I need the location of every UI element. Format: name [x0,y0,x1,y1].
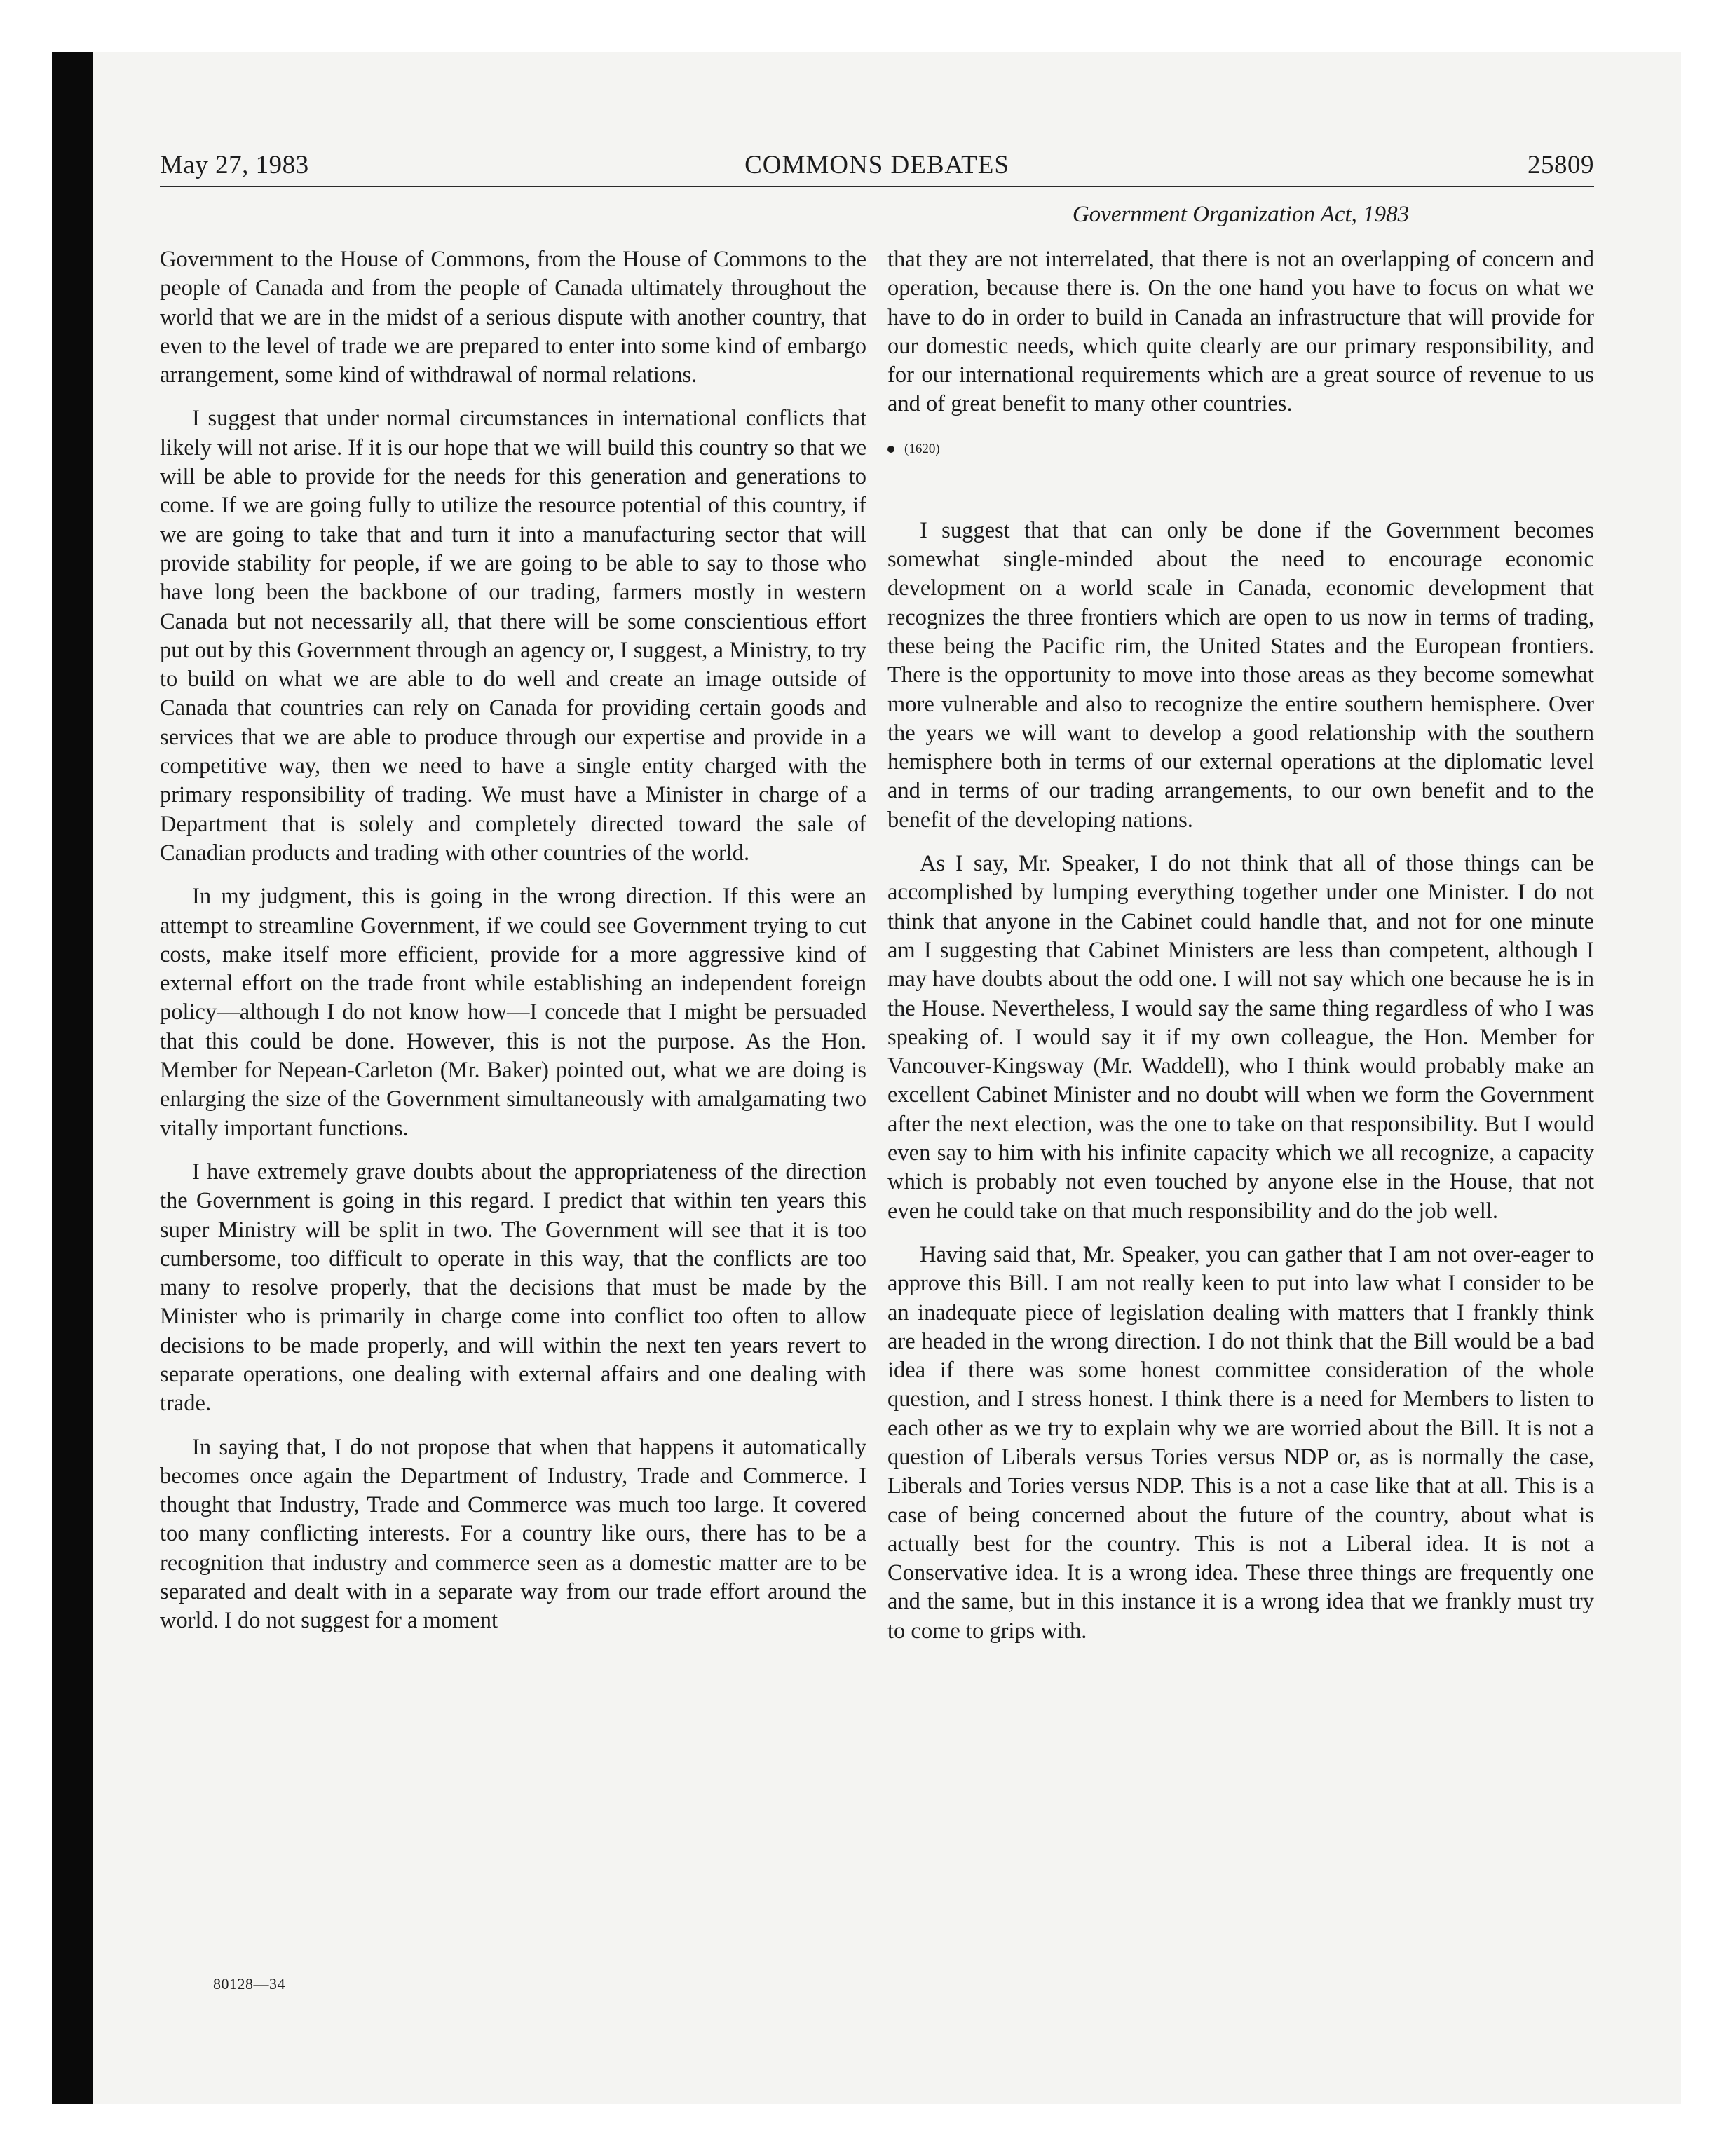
header-title: COMMONS DEBATES [744,151,1009,179]
section-subheading: Government Organization Act, 1983 [1072,202,1410,227]
scan-edge-shadow [52,52,93,2104]
page-header [160,150,1594,186]
paragraph: that they are not interrelated, that there is not an overlapping of concern and operation, because there is. On the one hand you have to focus on what we have to do in order to build in Canada an infrastructure that will provide for our domestic needs, which quite clearly are our primary responsibility, and for our international requirements which are a great source of revenue to us and of great benefit to many other countries. [887,247,1594,417]
timecode-marker [887,434,1594,517]
paragraph: In saying that, I do not propose that when that happens it automatically becomes once again the Department of Industry, Trade and Commerce. I thought that Industry, Trade and Commerce was much too large. It covered too many conflicting interests. For a country like ours, there has to be a recognition that industry and commerce seen as a domestic matter are to be separated and dealt with in a separate way from our trade effort around the world. I do not suggest for a moment [160,1434,866,1634]
left-column [160,245,866,1928]
paragraph: I suggest that under normal circumstances in international conflicts that likely will not arise. If it is our hope that we will build this country so that we will be able to provide for the needs for this generation and generations to come. If we are going fully to utilize the resource potential of this country, if we are going to take that and turn it into a manufacturing sector that will provide stability for people, if we are going to be able to say to those who have long been the backbone of our trading, farmers mostly in western Canada but not necessarily all, that there will be some conscientious effort put out by this Government through an agency or, I suggest, a Ministry, to try to build on what we are able to do well and create an image outside of Canada that countries can rely on Canada for providing certain goods and services that we are able to produce through our expertise and provide in a competitive way, then we need to have a single entity charged with the primary responsibility of trading. We must have a Minister in charge of a Department that is solely and completely directed toward the sale of Canadian products and trading with other countries of the world. [160,406,866,866]
header-page-number: 25809 [1528,151,1594,179]
bullet-icon [887,446,894,453]
right-column [887,245,1594,1928]
header-date: May 27, 1983 [160,151,309,179]
footer-print-code: 80128—34 [213,1975,285,1993]
timecode-text: (1620) [904,441,940,456]
paragraph: As I say, Mr. Speaker, I do not think that all of those things can be accomplished by lumping everything together under one Minister. I do not think that anyone in the Cabinet could handle that, and not for one minute am I suggesting that Cabinet Ministers are less than competent, although I may have doubts about the odd one. I will not say which one because he is in the House. Nevertheless, I would say the same thing regardless of who I was speaking of. I would say it if my own colleague, the Hon. Member for Vancouver-Kingsway (Mr. Waddell), who I think would probably make an excellent Cabinet Minister and no doubt will when we form the Government after the next election, was the one to take on that responsibility. But I would even say to him with his infinite capacity which we all recognize, a capacity which is probably not even touched by anyone else in the House, that not even he could take on that much responsibility and do the job well. [887,851,1594,1224]
paragraph: I have extremely grave doubts about the appropriateness of the direction the Government is going in this regard. I predict that within ten years this super Ministry will be split in two. The Government will see that it is too cumbersome, too difficult to operate in this way, that the conflicts are too many to resolve properly, that the decisions that must be made by the Minister who is primarily in charge come into conflict too often to allow decisions to be made properly, and will within the next ten years revert to separate operations, one dealing with external affairs and one dealing with trade. [160,1159,866,1417]
paragraph: I suggest that that can only be done if the Government becomes somewhat single-minded about the need to encourage economic development on a world scale in Canada, economic development that recognizes the three frontiers which are open to us now in terms of trading, these being the Pacific rim, the United States and the European frontiers. There is the opportunity to move into those areas as they become somewhat more vulnerable and also to recognize the entire southern hemisphere. Over the years we will want to develop a good relationship with the southern hemisphere both in terms of our external operations at the diplomatic level and in terms of our trading arrangements, to our own benefit and to the benefit of the developing nations. [887,517,1594,833]
header-rule [160,186,1594,187]
paragraph: Having said that, Mr. Speaker, you can gather that I am not over-eager to approve this Bill. I am not really keen to put into law what I consider to be an inadequate piece of legislation dealing with matters that I frankly think are headed in the wrong direction. I do not think that the Bill would be a bad idea if there was some honest committee consideration of the whole question, and I stress honest. I think there is a need for Members to listen to each other as we try to explain why we are worried about the Bill. It is not a question of Liberals versus Tories versus NDP or, as is normally the case, Liberals and Tories versus NDP. This is a not a case like that at all. This is a case of being concerned about the future of the country, about what is actually best for the country. This is not a Liberal idea. It is not a Conservative idea. It is a wrong idea. These three things are frequently one and the same, but in this instance it is a wrong idea that we frankly must try to come to grips with. [887,1241,1594,1644]
paragraph: Government to the House of Commons, from the House of Commons to the people of Canada and from the people of Canada ultimately throughout the world that we are in the midst of a serious dispute with another country, that even to the level of trade we are prepared to enter into some kind of embargo arrangement, some kind of withdrawal of normal relations. [160,247,866,388]
paragraph: In my judgment, this is going in the wrong direction. If this were an attempt to streamline Government, if we could see Government trying to cut costs, make itself more efficient, provide for a more aggressive kind of external effort on the trade front while establishing an independent foreign policy—although I do not know how—I concede that I might be persuaded that this could be done. However, this is not the purpose. As the Hon. Member for Nepean-Carleton (Mr. Baker) pointed out, what we are doing is enlarging the size of the Government simultaneously with amalgamating two vitally important functions. [160,884,866,1141]
